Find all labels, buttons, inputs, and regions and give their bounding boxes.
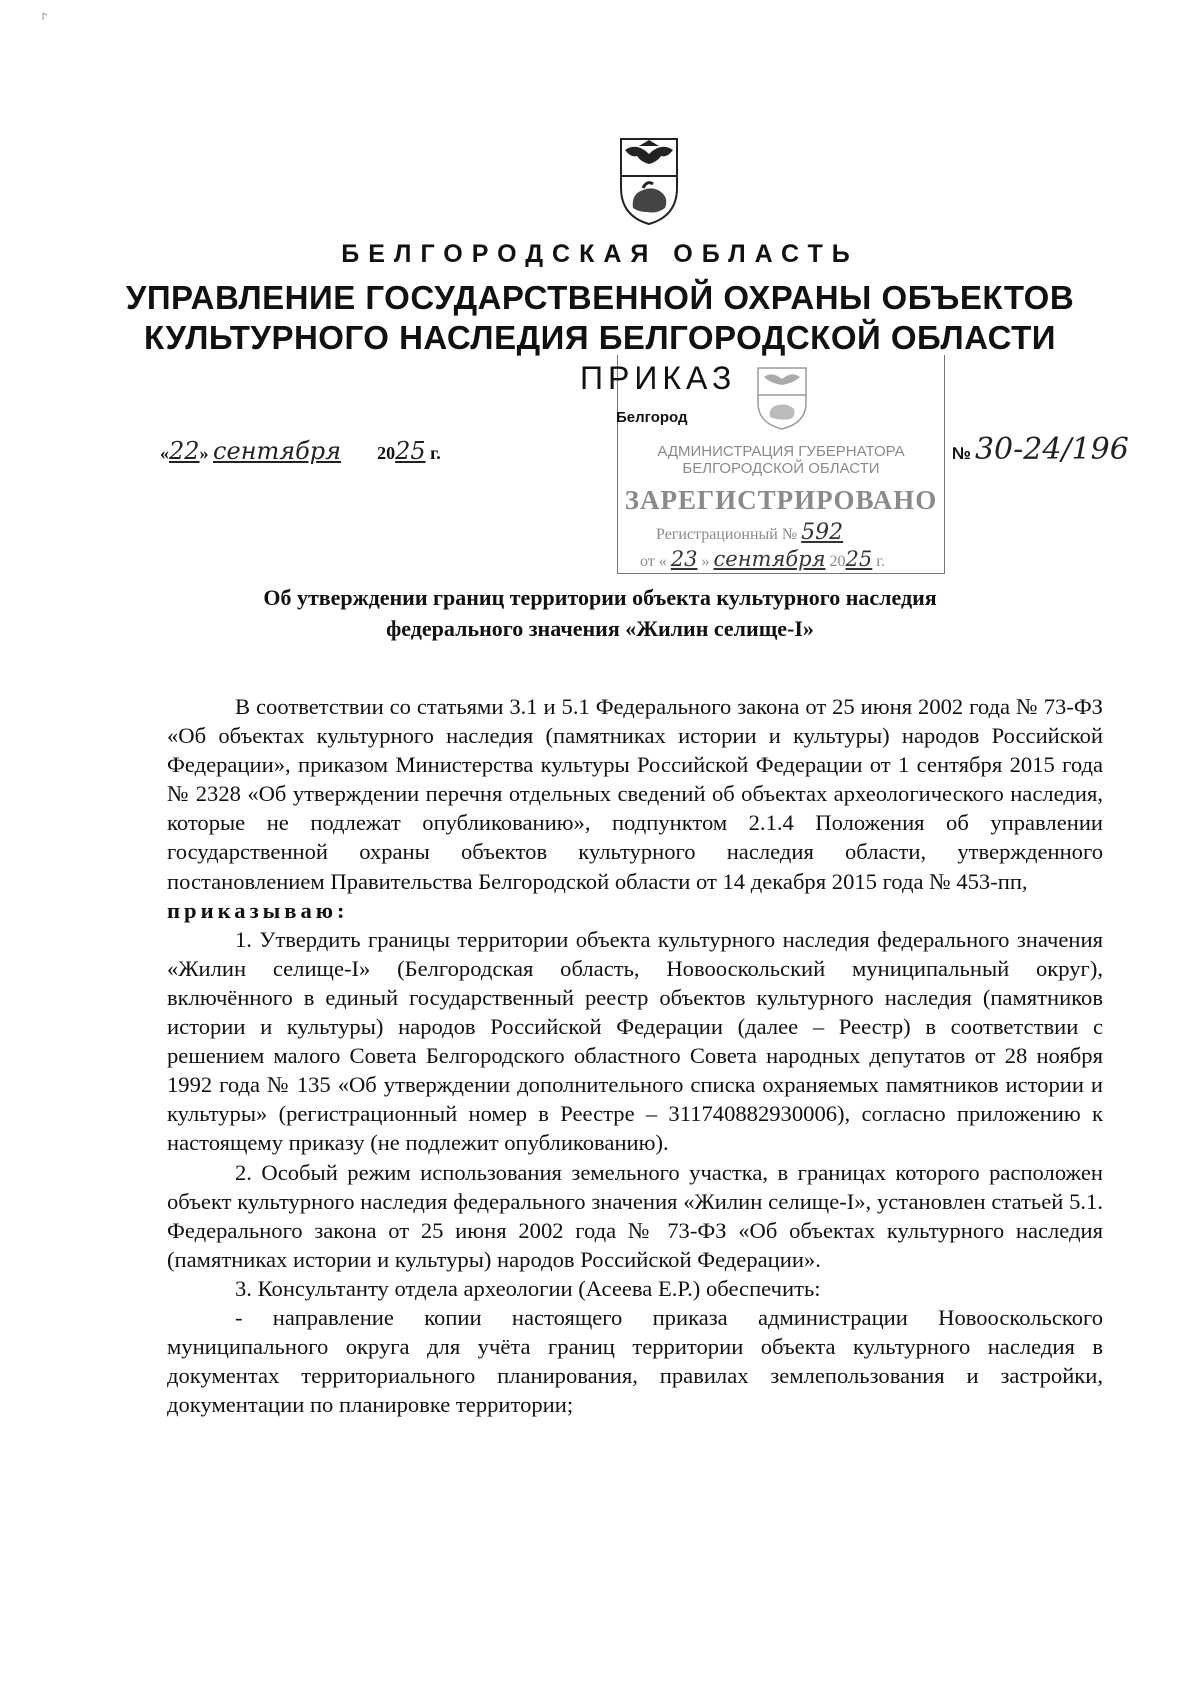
body-paragraph-preamble: В соответствии со статьями 3.1 и 5.1 Федерального закона от 25 июня 2002 года № 73-ФЗ «Об объектах культурного наследия (памятниках истории и культуры) народов Российской Федерации», приказом Министерства культуры Российской Федерации от 1 сентября 2015 года № 2328 «Об утверждении перечня отдельных сведений об объектах археологического наследия, которые не подлежат опубликованию», подпунктом 2.1.4 Положения об управлении государственной охраны объектов культурного наследия области, утвержденного постановлением Правительства Белгородской области от 14 декабря 2015 года № 453-пп, — [167, 694, 1103, 894]
stamp-year-prefix: 20 — [829, 553, 846, 570]
city-name: Белгород — [616, 409, 688, 426]
order-word: приказываю: — [167, 897, 349, 923]
date-close-quote: » — [199, 443, 209, 463]
document-type: ПРИКАЗ — [580, 360, 737, 396]
body-paragraph-item1: 1. Утвердить границы территории объекта культурного наследия федерального значения «Жилин селище-I» (Белгородская область, Новооскольский муниципальный округ), включённого в единый государственный реестр объектов культурного наследия (памятников истории и культуры) народов Российской Федерации (далее – Реестр) в соответствии с решением малого Совета Белгородского областного Совета народных депутатов от 28 ноября 1992 года № 135 «Об утверждении дополнительного списка охраняемых памятников истории и культуры» (регистрационный номер в Реестре – 311740882930006), согласно приложению к настоящему приказу (не подлежит опубликованию). — [167, 926, 1103, 1156]
stamp-month: сентября — [713, 547, 826, 571]
stamp-year-suffix: 25 — [845, 547, 873, 571]
stamp-reg-label: Регистрационный № — [656, 526, 798, 543]
stamp-close-quote: » — [701, 553, 710, 570]
date-day: 22 — [169, 437, 200, 465]
region-name: БЕЛГОРОДСКАЯ ОБЛАСТЬ — [341, 240, 859, 268]
stamp-emblem-icon — [754, 365, 810, 431]
scan-artifact-mark — [42, 12, 50, 22]
order-number-value: 30-24/196 — [974, 432, 1129, 467]
order-number — [952, 432, 1129, 467]
stamp-admin-text — [618, 443, 944, 477]
date-open-quote: « — [160, 443, 169, 463]
stamp-registered-label: ЗАРЕГИСТРИРОВАНО — [624, 485, 938, 515]
document-title — [0, 582, 1200, 644]
stamp-from-label: от « — [640, 553, 667, 570]
document-body — [167, 692, 1103, 1419]
stamp-date-line — [640, 547, 885, 571]
order-word-paragraph — [167, 896, 1103, 925]
body-paragraph-item3: 3. Консультанту отдела археологии (Асеева Е.Р.) обеспечить: — [235, 1275, 821, 1301]
stamp-admin-line2: БЕЛГОРОДСКОЙ ОБЛАСТИ — [682, 460, 880, 477]
order-date — [160, 437, 441, 465]
body-paragraph-item2: 2. Особый режим использования земельного участка, в границах которого расположен объект культурного наследия федерального значения «Жилин селище-I», установлен статьей 5.1. Федерального закона от 25 июня 2002 года № 73-ФЗ «Об объектах культурного наследия (памятниках истории и культуры) народов Российской Федерации». — [167, 1159, 1103, 1272]
document-title-line1: Об утверждении границ территории объекта культурного наследия — [263, 585, 937, 610]
stamp-reg-number-line — [656, 520, 843, 545]
date-year-unit: г. — [430, 443, 441, 463]
stamp-admin-line1: АДМИНИСТРАЦИЯ ГУБЕРНАТОРА — [657, 443, 905, 460]
body-paragraph-item3-dash: - направление копии настоящего приказа администрации Новооскольского муниципального округа для учёта границ территории объекта культурного наследия в документах территориального планирования, правилах землепользования и застройки, документации по планировке территории; — [167, 1304, 1103, 1418]
date-year-suffix: 25 — [395, 437, 426, 465]
document-title-line2: федерального значения «Жилин селище-I» — [386, 616, 814, 641]
date-year-prefix: 20 — [377, 443, 396, 463]
date-month: сентября — [213, 437, 342, 465]
agency-name — [0, 278, 1200, 358]
agency-name-line1: УПРАВЛЕНИЕ ГОСУДАРСТВЕННОЙ ОХРАНЫ ОБЪЕКТОВ — [125, 279, 1075, 316]
stamp-year-unit: г. — [876, 553, 886, 570]
coat-of-arms-emblem — [617, 136, 681, 226]
order-number-label: № — [952, 444, 971, 463]
stamp-day: 23 — [670, 547, 698, 571]
stamp-reg-number: 592 — [801, 520, 844, 545]
agency-name-line2: КУЛЬТУРНОГО НАСЛЕДИЯ БЕЛГОРОДСКОЙ ОБЛАСТИ — [144, 319, 1056, 356]
